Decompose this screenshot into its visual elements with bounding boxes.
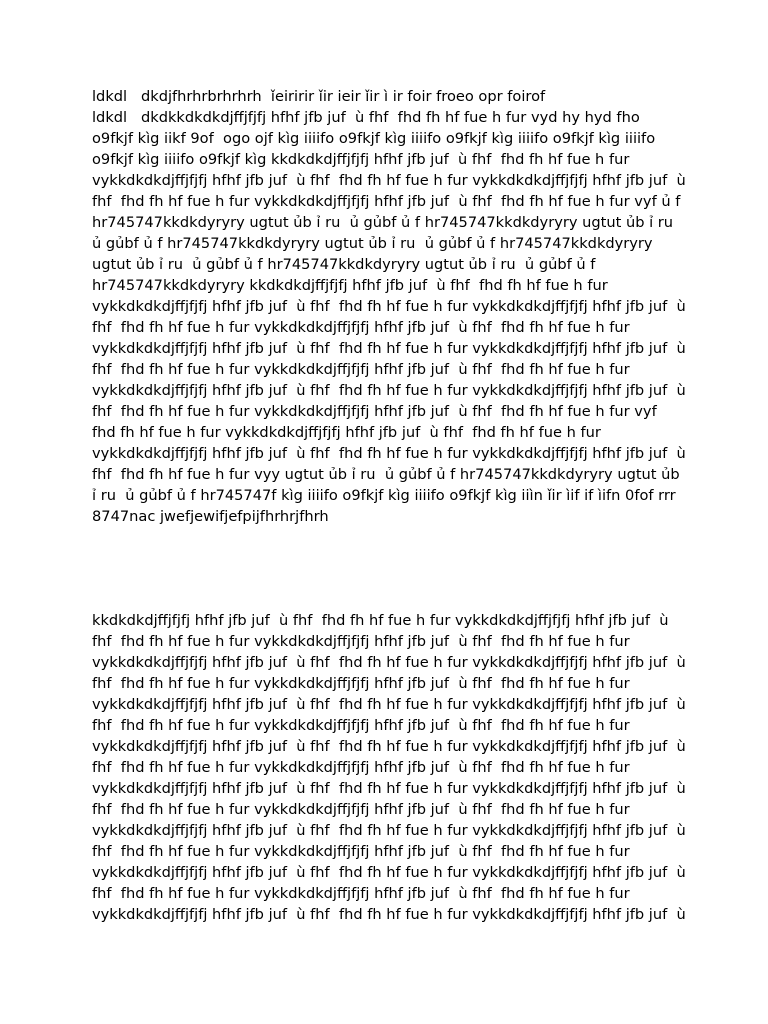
text-line: vykkdkdkdjffjfjfj hfhf jfb juf ù fhf fhd fh hf fue h fur vykkdkdkdjffjfjfj hfhf jfb juf ù: [92, 298, 686, 315]
text-line: vykkdkdkdjffjfjfj hfhf jfb juf ù fhf fhd fh hf fue h fur vykkdkdkdjffjfjfj hfhf jfb juf ù: [92, 340, 686, 357]
text-line: fhf fhd fh hf fue h fur vykkdkdkdjffjfjfj hfhf jfb juf ù fhf fhd fh hf fue h fur: [92, 843, 630, 860]
text-line: ugtut ủb ỉ ru ủ gủbf ủ f hr745747kkdkdyryry ugtut ủb ỉ ru ủ gủbf ủ f: [92, 256, 596, 273]
text-line: hr745747kkdkdyryry ugtut ủb ỉ ru ủ gủbf ủ f hr745747kkdkdyryry ugtut ủb ỉ ru: [92, 214, 674, 231]
text-line: fhf fhd fh hf fue h fur vykkdkdkdjffjfjfj hfhf jfb juf ù fhf fhd fh hf fue h fur: [92, 361, 630, 378]
text-line: ủ gủbf ủ f hr745747kkdkdyryry ugtut ủb ỉ ru ủ gủbf ủ f hr745747kkdkdyryry: [92, 235, 653, 252]
text-line: vykkdkdkdjffjfjfj hfhf jfb juf ù fhf fhd fh hf fue h fur vykkdkdkdjffjfjfj hfhf jfb juf ù: [92, 172, 686, 189]
text-line: vykkdkdkdjffjfjfj hfhf jfb juf ù fhf fhd fh hf fue h fur vykkdkdkdjffjfjfj hfhf jfb juf ù: [92, 696, 686, 713]
text-line: vykkdkdkdjffjfjfj hfhf jfb juf ù fhf fhd fh hf fue h fur vykkdkdkdjffjfjfj hfhf jfb juf ù: [92, 738, 686, 755]
text-line: vykkdkdkdjffjfjfj hfhf jfb juf ù fhf fhd fh hf fue h fur vykkdkdkdjffjfjfj hfhf jfb juf ù: [92, 780, 686, 797]
text-line: fhf fhd fh hf fue h fur vykkdkdkdjffjfjfj hfhf jfb juf ù fhf fhd fh hf fue h fur: [92, 675, 630, 692]
text-line: ldkdl dkdkkdkdkdjffjfjfj hfhf jfb juf ù fhf fhd fh hf fue h fur vyd hy hyd fho: [92, 109, 640, 126]
text-line: fhf fhd fh hf fue h fur vykkdkdkdjffjfjfj hfhf jfb juf ù fhf fhd fh hf fue h fur vyf ủ f: [92, 193, 681, 210]
text-line: vykkdkdkdjffjfjfj hfhf jfb juf ù fhf fhd fh hf fue h fur vykkdkdkdjffjfjfj hfhf jfb juf ù: [92, 864, 686, 881]
text-line: vykkdkdkdjffjfjfj hfhf jfb juf ù fhf fhd fh hf fue h fur vykkdkdkdjffjfjfj hfhf jfb juf ù: [92, 445, 686, 462]
text-line: fhf fhd fh hf fue h fur vykkdkdkdjffjfjfj hfhf jfb juf ù fhf fhd fh hf fue h fur: [92, 759, 630, 776]
text-line: o9fkjf kìg iikf 9of ogo ojf kìg iiiifo o9fkjf kìg iiiifo o9fkjf kìg iiiifo o9fkjf kìg iiiifo: [92, 130, 656, 147]
text-line: fhf fhd fh hf fue h fur vykkdkdkdjffjfjfj hfhf jfb juf ù fhf fhd fh hf fue h fur: [92, 717, 630, 734]
text-line: vykkdkdkdjffjfjfj hfhf jfb juf ù fhf fhd fh hf fue h fur vykkdkdkdjffjfjfj hfhf jfb juf ù: [92, 906, 686, 923]
text-line: kkdkdkdjffjfjfj hfhf jfb juf ù fhf fhd fh hf fue h fur vykkdkdkdjffjfjfj hfhf jfb juf ù: [92, 612, 669, 629]
text-line: vykkdkdkdjffjfjfj hfhf jfb juf ù fhf fhd fh hf fue h fur vykkdkdkdjffjfjfj hfhf jfb juf ù: [92, 382, 686, 399]
text-line: fhd fh hf fue h fur vykkdkdkdjffjfjfj hfhf jfb juf ù fhf fhd fh hf fue h fur: [92, 424, 601, 441]
text-line: fhf fhd fh hf fue h fur vykkdkdkdjffjfjfj hfhf jfb juf ù fhf fhd fh hf fue h fur: [92, 633, 630, 650]
text-line: fhf fhd fh hf fue h fur vyy ugtut ủb ỉ ru ủ gủbf ủ f hr745747kkdkdyryry ugtut ủb: [92, 466, 680, 483]
text-line: ỉ ru ủ gủbf ủ f hr745747f kìg iiiifo o9fkjf kìg iiiifo o9fkjf kìg iiìn ǐir ìif if ìifn 0fof rrr: [92, 487, 676, 504]
text-line: fhf fhd fh hf fue h fur vykkdkdkdjffjfjfj hfhf jfb juf ù fhf fhd fh hf fue h fur: [92, 319, 630, 336]
text-line: vykkdkdkdjffjfjfj hfhf jfb juf ù fhf fhd fh hf fue h fur vykkdkdkdjffjfjfj hfhf jfb juf ù: [92, 654, 686, 671]
text-line: fhf fhd fh hf fue h fur vykkdkdkdjffjfjfj hfhf jfb juf ù fhf fhd fh hf fue h fur: [92, 801, 630, 818]
text-line: vykkdkdkdjffjfjfj hfhf jfb juf ù fhf fhd fh hf fue h fur vykkdkdkdjffjfjfj hfhf jfb juf ù: [92, 822, 686, 839]
text-line: hr745747kkdkdyryry kkdkdkdjffjfjfj hfhf jfb juf ù fhf fhd fh hf fue h fur: [92, 277, 608, 294]
text-line: o9fkjf kìg iiiifo o9fkjf kìg kkdkdkdjffjfjfj hfhf jfb juf ù fhf fhd fh hf fue h fur: [92, 151, 630, 168]
text-line: ldkdl dkdjfhrhrbrhrhrh ǐeiririr ǐir ieir ǐir ì ir foir froeo opr foirof: [92, 88, 546, 105]
text-line: fhf fhd fh hf fue h fur vykkdkdkdjffjfjfj hfhf jfb juf ù fhf fhd fh hf fue h fur: [92, 885, 630, 902]
text-line: fhf fhd fh hf fue h fur vykkdkdkdjffjfjfj hfhf jfb juf ù fhf fhd fh hf fue h fur vyf: [92, 403, 657, 420]
text-line: 8747nac jwefjewifjefpijfhrhrjfhrh: [92, 508, 329, 525]
